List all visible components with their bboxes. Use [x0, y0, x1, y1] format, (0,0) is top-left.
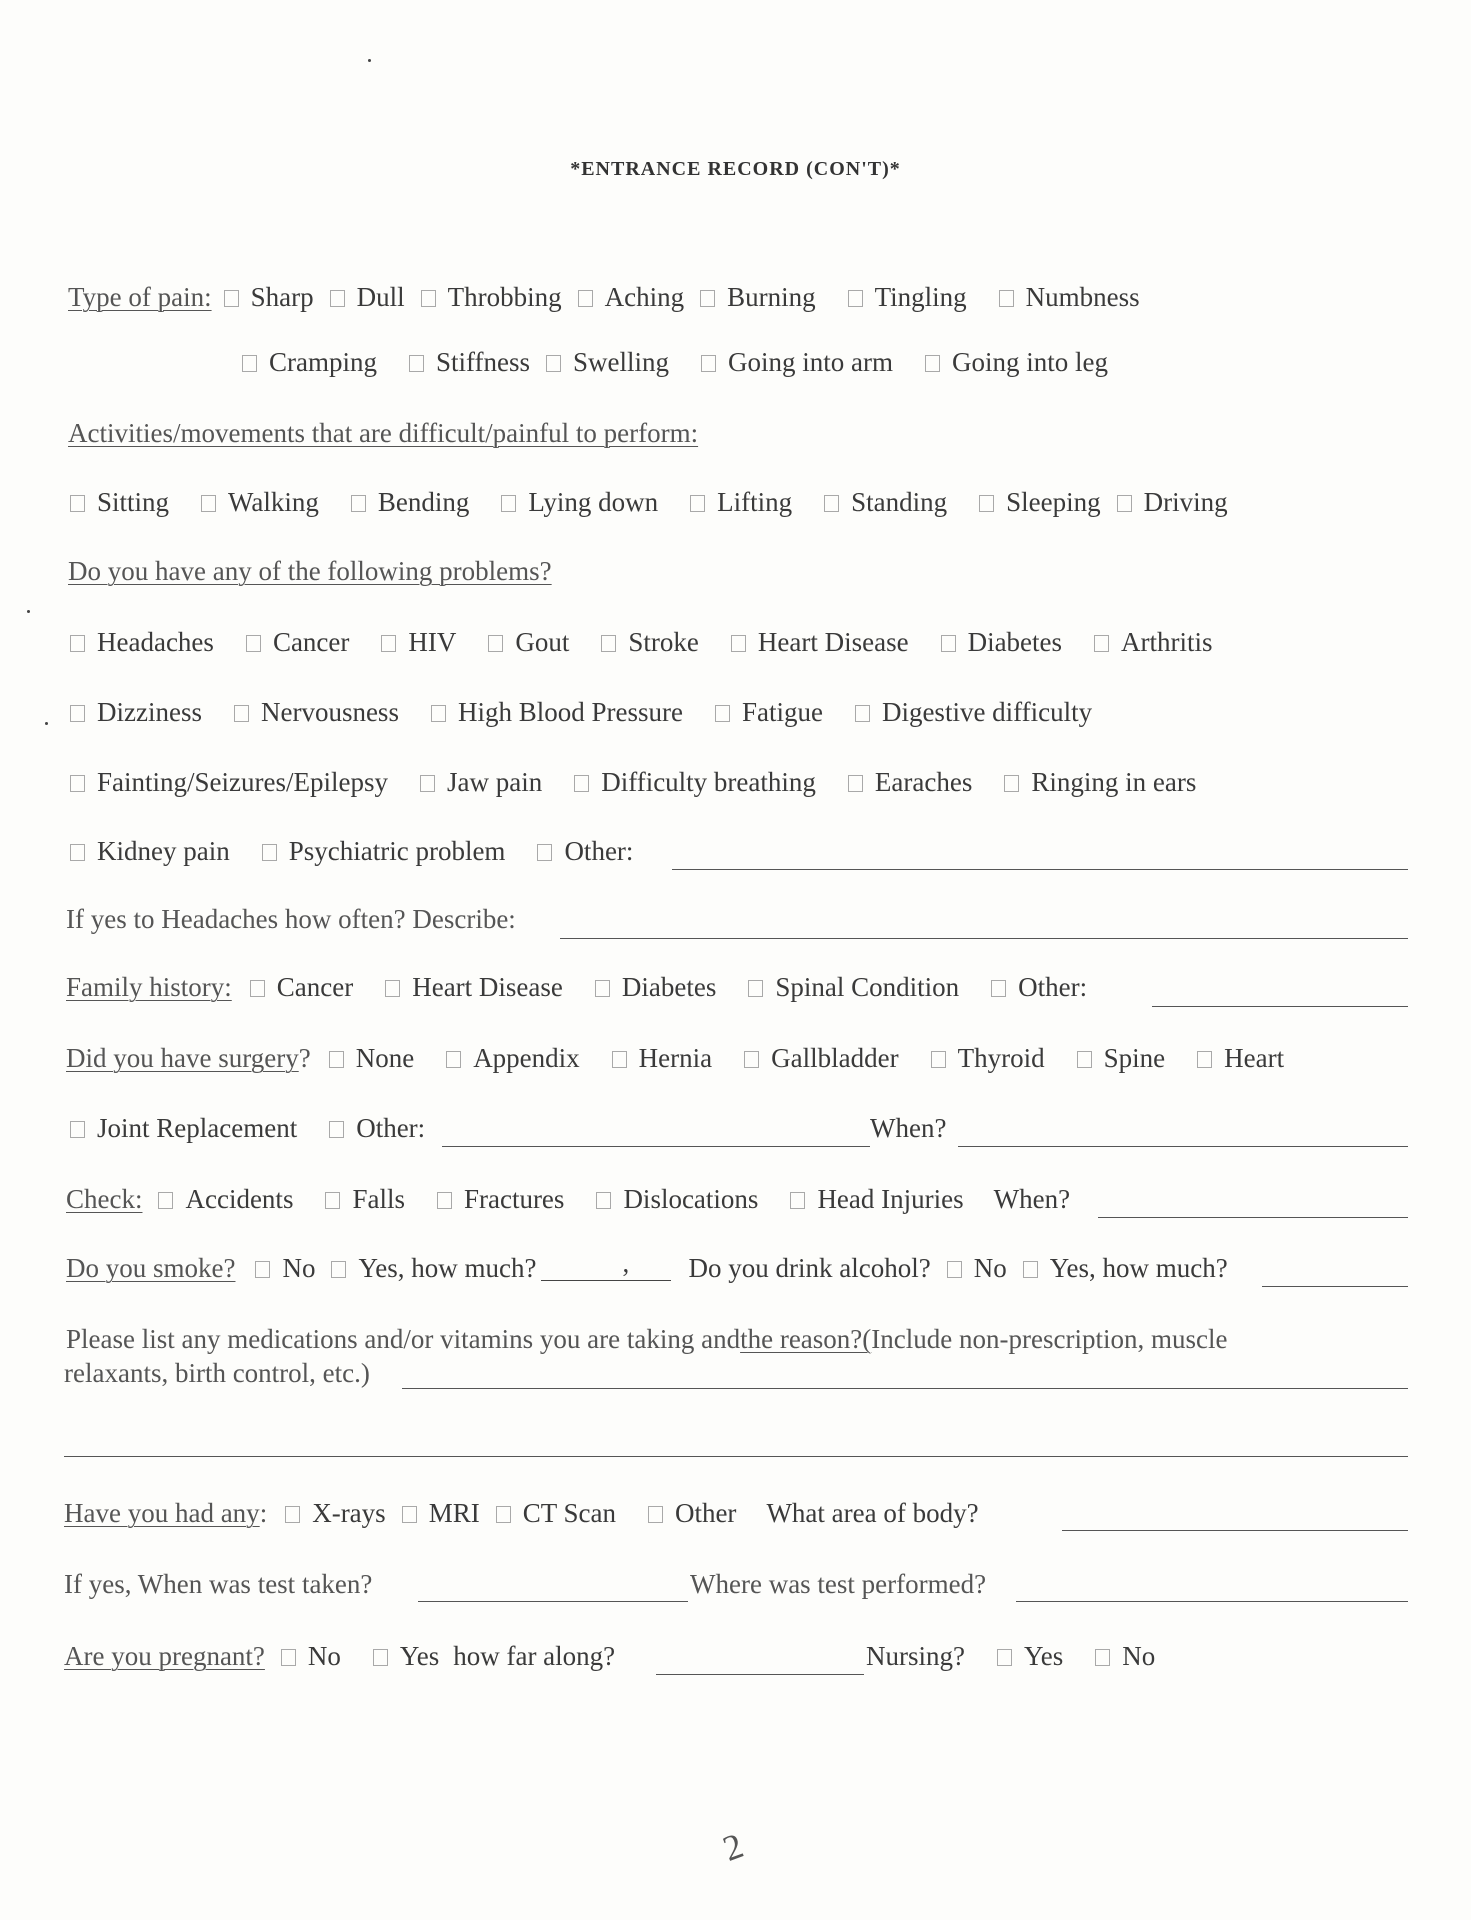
checkbox[interactable]	[596, 1192, 611, 1209]
problem-option-jaw-pain[interactable]: Jaw pain	[418, 767, 542, 798]
checkbox[interactable]	[701, 355, 716, 372]
checkbox[interactable]	[731, 635, 746, 652]
family-history-label: Family history:	[66, 972, 232, 1002]
problem-option-heart-disease[interactable]: Heart Disease	[729, 627, 909, 658]
checkbox[interactable]	[700, 290, 715, 307]
checkbox[interactable]	[285, 1506, 300, 1523]
meds-input-line-2[interactable]	[64, 1456, 1408, 1457]
checkbox[interactable]	[409, 355, 424, 372]
surgery-when-row	[870, 1113, 946, 1144]
checkbox[interactable]	[201, 495, 216, 512]
checkbox[interactable]	[437, 1192, 452, 1209]
checkbox[interactable]	[158, 1192, 173, 1209]
family-option-heart-disease[interactable]: Heart Disease	[383, 972, 563, 1003]
surgery-label: Did you have surgery	[66, 1043, 299, 1073]
checkbox[interactable]	[255, 1261, 270, 1278]
nursing-row	[866, 1641, 1185, 1672]
page-title: *ENTRANCE RECORD (CON'T)*	[570, 158, 901, 180]
surgery-option-joint-replacement[interactable]: Joint Replacement	[68, 1113, 297, 1144]
surgery-other-input[interactable]	[442, 1146, 870, 1147]
surgery-row-2	[68, 1113, 425, 1144]
checkbox[interactable]	[70, 844, 85, 861]
smoke-amount-comma: ,	[622, 1248, 630, 1278]
family-option-cancer[interactable]: Cancer	[248, 972, 353, 1003]
pregnant-option-no[interactable]: No	[279, 1641, 341, 1672]
problem-option-hiv[interactable]: HIV	[379, 627, 456, 658]
headaches-describe-input[interactable]	[560, 938, 1408, 939]
problem-option-stroke[interactable]: Stroke	[599, 627, 699, 658]
surgery-option-spine[interactable]: Spine	[1075, 1043, 1166, 1074]
problems-row-3	[68, 767, 1226, 798]
checkbox[interactable]	[997, 1649, 1012, 1666]
pain-option-dull[interactable]: Dull	[328, 282, 405, 313]
checkbox[interactable]	[329, 1051, 344, 1068]
checkbox[interactable]	[1095, 1649, 1110, 1666]
nursing-option-no[interactable]: No	[1093, 1641, 1155, 1672]
check-option-falls[interactable]: Falls	[323, 1184, 405, 1215]
checkbox[interactable]	[744, 1051, 759, 1068]
page-number: 2	[717, 1825, 749, 1869]
pain-option-going-into-arm[interactable]: Going into arm	[699, 347, 893, 378]
problem-option-gout[interactable]: Gout	[486, 627, 569, 658]
problem-option-nervousness[interactable]: Nervousness	[232, 697, 399, 728]
tests-area-input[interactable]	[1062, 1530, 1408, 1531]
problem-option-headaches[interactable]: Headaches	[68, 627, 214, 658]
surgery-option-gallbladder[interactable]: Gallbladder	[742, 1043, 898, 1074]
pain-option-sharp[interactable]: Sharp	[222, 282, 314, 313]
checkbox[interactable]	[1004, 775, 1019, 792]
pain-option-throbbing[interactable]: Throbbing	[419, 282, 562, 313]
smoke-option-no[interactable]: No	[253, 1253, 315, 1284]
tests-where-row	[690, 1569, 986, 1600]
checkbox[interactable]	[488, 635, 503, 652]
meds-prompt-c: Include non-prescription, muscle	[871, 1324, 1228, 1354]
checkbox[interactable]	[351, 495, 366, 512]
problem-option-earaches[interactable]: Earaches	[846, 767, 972, 798]
checkbox[interactable]	[925, 355, 940, 372]
pain-option-aching[interactable]: Aching	[576, 282, 684, 313]
test-option-xrays[interactable]: X-rays	[283, 1498, 385, 1529]
problem-option-ringing-in-ears[interactable]: Ringing in ears	[1002, 767, 1196, 798]
activities-label: Activities/movements that are difficult/painful to perform:	[68, 418, 699, 448]
checkbox[interactable]	[385, 980, 400, 997]
activities-row	[68, 487, 1258, 518]
checkbox[interactable]	[601, 635, 616, 652]
check-option-accidents[interactable]: Accidents	[156, 1184, 293, 1215]
checkbox[interactable]	[402, 1506, 417, 1523]
smoke-label: Do you smoke?	[66, 1253, 236, 1283]
problem-option-dizziness[interactable]: Dizziness	[68, 697, 202, 728]
checkbox[interactable]	[612, 1051, 627, 1068]
checkbox[interactable]	[991, 980, 1006, 997]
alcohol-option-no[interactable]: No	[945, 1253, 1007, 1284]
checkbox[interactable]	[537, 844, 552, 861]
checkbox[interactable]	[250, 980, 265, 997]
problem-option-psychiatric[interactable]: Psychiatric problem	[260, 836, 506, 867]
checkbox[interactable]	[325, 1192, 340, 1209]
scan-speck	[45, 722, 48, 725]
checkbox[interactable]	[578, 290, 593, 307]
pain-option-swelling[interactable]: Swelling	[544, 347, 669, 378]
checkbox[interactable]	[224, 290, 239, 307]
check-label: Check:	[66, 1184, 143, 1214]
pain-row-2	[240, 347, 1138, 378]
family-option-spinal-condition[interactable]: Spinal Condition	[746, 972, 959, 1003]
problem-option-fainting[interactable]: Fainting/Seizures/Epilepsy	[68, 767, 388, 798]
tests-label-colon: :	[259, 1498, 268, 1528]
checkbox[interactable]	[246, 635, 261, 652]
activity-option-driving[interactable]: Driving	[1115, 487, 1228, 518]
checkbox[interactable]	[848, 290, 863, 307]
checkbox[interactable]	[855, 705, 870, 722]
problems-heading-row	[68, 556, 552, 587]
tests-where-input[interactable]	[1016, 1601, 1408, 1602]
surgery-option-appendix[interactable]: Appendix	[444, 1043, 579, 1074]
family-option-other[interactable]: Other:	[989, 972, 1087, 1003]
checkbox[interactable]	[501, 495, 516, 512]
checkbox[interactable]	[790, 1192, 805, 1209]
problem-option-diabetes[interactable]: Diabetes	[939, 627, 1062, 658]
family-other-input[interactable]	[1152, 1006, 1408, 1007]
activity-option-bending[interactable]: Bending	[349, 487, 470, 518]
tests-label: Have you had any	[64, 1498, 260, 1528]
checkbox[interactable]	[70, 705, 85, 722]
checkbox[interactable]	[1197, 1051, 1212, 1068]
tests-area-label: What area of body?	[766, 1498, 979, 1528]
checkbox[interactable]	[329, 1121, 344, 1138]
checkbox[interactable]	[234, 705, 249, 722]
checkbox[interactable]	[1077, 1051, 1092, 1068]
checkbox[interactable]	[690, 495, 705, 512]
pain-label: Type of pain:	[68, 282, 212, 312]
check-option-fractures[interactable]: Fractures	[435, 1184, 564, 1215]
checkbox[interactable]	[748, 980, 763, 997]
pain-option-going-into-leg[interactable]: Going into leg	[923, 347, 1108, 378]
checkbox[interactable]	[546, 355, 561, 372]
checkbox[interactable]	[979, 495, 994, 512]
alcohol-question: Do you drink alcohol?	[688, 1253, 931, 1283]
pain-option-numbness[interactable]: Numbness	[997, 282, 1140, 313]
nursing-label: Nursing?	[866, 1641, 965, 1671]
meds-prompt-reason: the reason?(	[740, 1324, 872, 1354]
problem-option-fatigue[interactable]: Fatigue	[713, 697, 823, 728]
checkbox[interactable]	[373, 1649, 388, 1666]
pregnant-along-label: how far along?	[453, 1641, 616, 1671]
tests-when-input[interactable]	[418, 1601, 688, 1602]
checkbox[interactable]	[931, 1051, 946, 1068]
check-row	[66, 1184, 1070, 1215]
pain-option-cramping[interactable]: Cramping	[240, 347, 377, 378]
activity-option-lying-down[interactable]: Lying down	[499, 487, 658, 518]
problems-row-4	[68, 836, 633, 867]
pregnant-label: Are you pregnant?	[64, 1641, 265, 1671]
problem-option-arthritis[interactable]: Arthritis	[1092, 627, 1213, 658]
tests-where-label: Where was test performed?	[690, 1569, 987, 1599]
surgery-option-heart[interactable]: Heart	[1195, 1043, 1284, 1074]
checkbox[interactable]	[947, 1261, 962, 1278]
check-when-input[interactable]	[1098, 1217, 1408, 1218]
scan-speck	[27, 610, 30, 613]
problem-option-digestive-difficulty[interactable]: Digestive difficulty	[853, 697, 1092, 728]
checkbox[interactable]	[381, 635, 396, 652]
meds-row-1	[66, 1324, 1227, 1355]
activity-option-lifting[interactable]: Lifting	[688, 487, 792, 518]
checkbox[interactable]	[715, 705, 730, 722]
problem-option-high-blood-pressure[interactable]: High Blood Pressure	[429, 697, 683, 728]
problem-option-cancer[interactable]: Cancer	[244, 627, 349, 658]
checkbox[interactable]	[595, 980, 610, 997]
pain-option-stiffness[interactable]: Stiffness	[407, 347, 530, 378]
surgery-option-hernia[interactable]: Hernia	[610, 1043, 712, 1074]
checkbox[interactable]	[648, 1506, 663, 1523]
checkbox[interactable]	[262, 844, 277, 861]
pregnant-along-input[interactable]	[656, 1674, 864, 1675]
checkbox[interactable]	[421, 290, 436, 307]
problem-option-other[interactable]: Other:	[535, 836, 633, 867]
test-option-ct-scan[interactable]: CT Scan	[494, 1498, 616, 1529]
checkbox[interactable]	[70, 1121, 85, 1138]
surgery-when-label: When?	[870, 1113, 947, 1143]
activity-option-walking[interactable]: Walking	[199, 487, 319, 518]
family-history-row	[66, 972, 1087, 1003]
activity-option-standing[interactable]: Standing	[822, 487, 947, 518]
checkbox[interactable]	[281, 1649, 296, 1666]
check-option-head-injuries[interactable]: Head Injuries	[788, 1184, 963, 1215]
pregnant-option-yes[interactable]: Yes	[371, 1641, 439, 1672]
test-option-mri[interactable]: MRI	[400, 1498, 480, 1529]
checkbox[interactable]	[331, 1261, 346, 1278]
problem-option-kidney-pain[interactable]: Kidney pain	[68, 836, 230, 867]
problem-option-difficulty-breathing[interactable]: Difficulty breathing	[572, 767, 816, 798]
checkbox[interactable]	[242, 355, 257, 372]
checkbox[interactable]	[1094, 635, 1109, 652]
tests-when-row	[64, 1569, 372, 1600]
surgery-question-mark: ?	[298, 1043, 311, 1073]
checkbox[interactable]	[941, 635, 956, 652]
headaches-question-row	[66, 904, 516, 935]
checkbox[interactable]	[496, 1506, 511, 1523]
checkbox[interactable]	[824, 495, 839, 512]
checkbox[interactable]	[1023, 1261, 1038, 1278]
smoke-option-yes[interactable]: Yes, how much?	[329, 1253, 536, 1284]
activity-option-sleeping[interactable]: Sleeping	[977, 487, 1101, 518]
pregnant-row	[64, 1641, 615, 1672]
pain-option-burning[interactable]: Burning	[698, 282, 816, 313]
checkbox[interactable]	[330, 290, 345, 307]
alcohol-option-yes[interactable]: Yes, how much?	[1021, 1253, 1228, 1284]
tests-row	[64, 1498, 979, 1529]
scan-speck	[368, 59, 371, 62]
meds-input-line-1[interactable]	[402, 1388, 1408, 1389]
activities-heading-row	[68, 418, 698, 449]
problems-row-2	[68, 697, 1122, 728]
checkbox[interactable]	[70, 495, 85, 512]
tests-when-label: If yes, When was test taken?	[64, 1569, 373, 1599]
checkbox[interactable]	[574, 775, 589, 792]
meds-prompt-d: relaxants, birth control, etc.)	[64, 1358, 370, 1388]
pain-row-1	[68, 282, 1170, 313]
problem-other-input[interactable]	[672, 869, 1408, 870]
headaches-question: If yes to Headaches how often? Describe:	[66, 904, 516, 934]
checkbox[interactable]	[70, 775, 85, 792]
meds-prompt-a: Please list any medications and/or vitamins you are taking and	[66, 1324, 741, 1354]
checkbox[interactable]	[446, 1051, 461, 1068]
checkbox[interactable]	[999, 290, 1014, 307]
checkbox[interactable]	[431, 705, 446, 722]
problems-row-1	[68, 627, 1243, 658]
problems-label: Do you have any of the following problems?	[68, 556, 552, 586]
meds-row-2	[64, 1358, 370, 1389]
check-when-label: When?	[993, 1184, 1071, 1214]
test-option-other[interactable]: Other	[646, 1498, 736, 1529]
surgery-row-1	[66, 1043, 1314, 1074]
smoke-alcohol-row	[66, 1248, 1228, 1284]
surgery-option-thyroid[interactable]: Thyroid	[929, 1043, 1045, 1074]
activity-option-sitting[interactable]: Sitting	[68, 487, 169, 518]
check-option-dislocations[interactable]: Dislocations	[594, 1184, 758, 1215]
surgery-when-input[interactable]	[958, 1146, 1408, 1147]
checkbox[interactable]	[1117, 495, 1132, 512]
checkbox[interactable]	[420, 775, 435, 792]
nursing-option-yes[interactable]: Yes	[995, 1641, 1063, 1672]
pain-option-tingling[interactable]: Tingling	[846, 282, 967, 313]
surgery-option-none[interactable]: None	[327, 1043, 414, 1074]
checkbox[interactable]	[848, 775, 863, 792]
surgery-option-other[interactable]: Other:	[327, 1113, 425, 1144]
checkbox[interactable]	[70, 635, 85, 652]
family-option-diabetes[interactable]: Diabetes	[593, 972, 716, 1003]
alcohol-amount-input[interactable]	[1262, 1286, 1408, 1287]
